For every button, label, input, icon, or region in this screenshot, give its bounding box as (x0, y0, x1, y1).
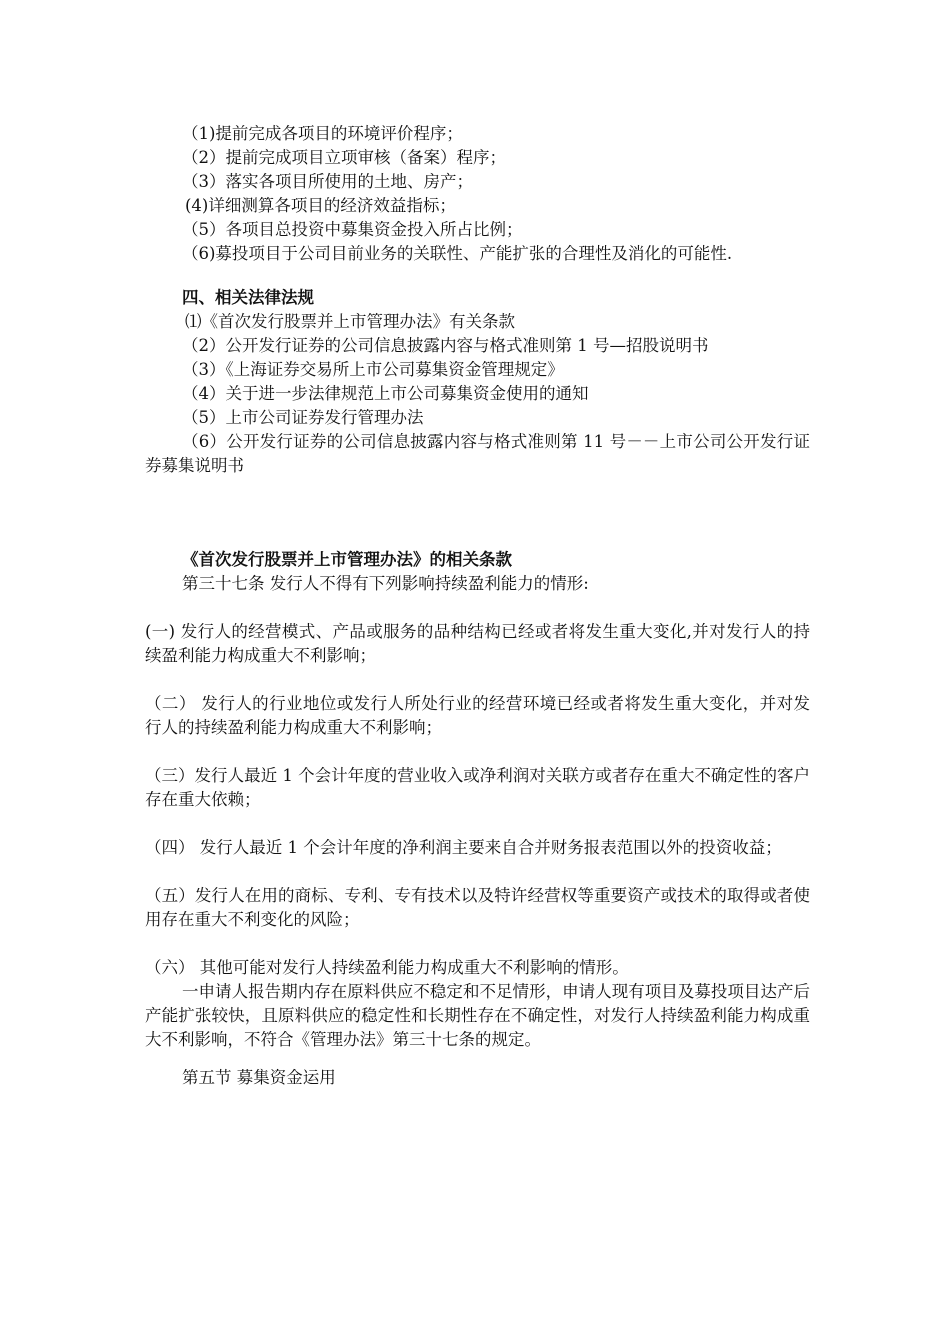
list-item: （1)提前完成各项目的环境评价程序； (182, 124, 463, 143)
law-item: （6）公开发行证券的公司信息披露内容与格式准则第 11 号－－上市公司公开发行证券募集说明书 (145, 432, 810, 475)
law-item: ⑴《首次发行股票并上市管理办法》有关条款 (185, 312, 515, 331)
clause-item: （五）发行人在用的商标、专利、专有技术以及特许经营权等重要资产或技术的取得或者使用存在重大不利变化的风险； (145, 886, 810, 929)
article-title: 第三十七条 发行人不得有下列影响持续盈利能力的情形: (182, 574, 589, 593)
clause-item: （四） 发行人最近 1 个会计年度的净利润主要来自合并财务报表范围以外的投资收益； (145, 838, 782, 857)
clause-item: (一) 发行人的经营模式、产品或服务的品种结构已经或者将发生重大变化,并对发行人的持续盈利能力构成重大不利影响； (145, 622, 810, 665)
list-item: （6)募投项目于公司目前业务的关联性、产能扩张的合理性及消化的可能性. (182, 244, 733, 263)
clause-item: （三）发行人最近 1 个会计年度的营业收入或净利润对关联方或者存在重大不确定性的客户存在重大依赖； (145, 766, 810, 809)
law-item: （2）公开发行证券的公司信息披露内容与格式准则第 1 号—招股说明书 (182, 336, 709, 355)
document-body (145, 122, 810, 1090)
case-paragraph: 一申请人报告期内存在原料供应不稳定和不足情形，申请人现有项目及募投项目达产后产能扩张较快，且原料供应的稳定性和长期性存在不确定性，对发行人持续盈利能力构成重大不利影响，不符合《管理办法》第三十七条的规定。 (145, 982, 810, 1049)
list-item: （5）各项目总投资中募集资金投入所占比例； (182, 220, 523, 239)
law-item: （5）上市公司证券发行管理办法 (182, 408, 424, 427)
section-heading: 第五节 募集资金运用 (182, 1068, 336, 1087)
clause-item: （二） 发行人的行业地位或发行人所处行业的经营环境已经或者将发生重大变化，并对发行人的持续盈利能力构成重大不利影响； (145, 694, 810, 737)
list-item: （2）提前完成项目立项审核（备案）程序； (182, 148, 506, 167)
law-item: （3）《上海证券交易所上市公司募集资金管理规定》 (182, 360, 564, 379)
clause-item: （六） 其他可能对发行人持续盈利能力构成重大不利影响的情形。 (145, 958, 629, 977)
list-item: （3）落实各项目所使用的土地、房产； (182, 172, 473, 191)
clause-heading: 《首次发行股票并上市管理办法》的相关条款 (182, 550, 512, 569)
section-heading: 四、相关法律法规 (182, 288, 314, 307)
list-item: (4)详细测算各项目的经济效益指标； (185, 196, 456, 215)
law-item: （4）关于进一步法律规范上市公司募集资金使用的通知 (182, 384, 589, 403)
